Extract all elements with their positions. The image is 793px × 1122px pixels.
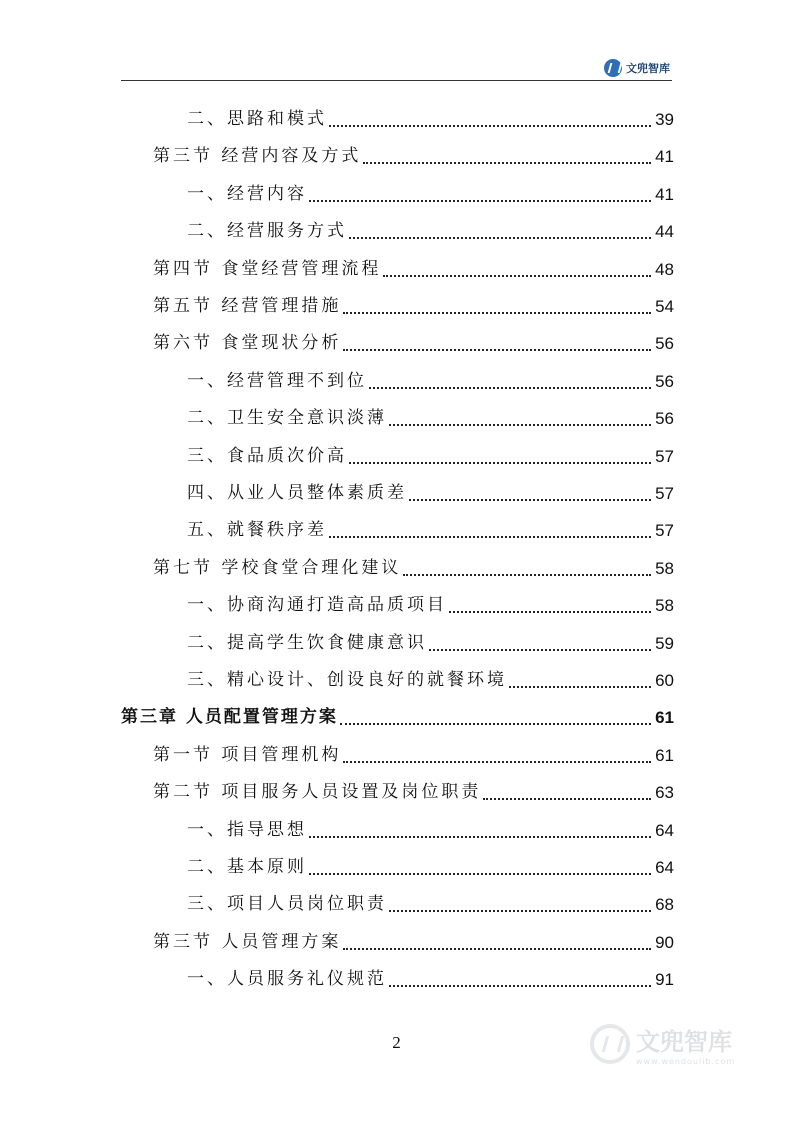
toc-entry-title: 三、项目人员岗位职责 xyxy=(187,894,387,915)
logo-text: 文兜智库 xyxy=(626,62,670,75)
toc-entry[interactable] xyxy=(187,849,674,886)
toc-entry-page: 64 xyxy=(655,820,674,840)
toc-dot-leader xyxy=(383,274,651,277)
toc-entry[interactable] xyxy=(153,251,674,288)
toc-entry[interactable] xyxy=(187,625,674,662)
toc-entry-page: 58 xyxy=(655,558,674,578)
toc-dot-leader xyxy=(429,648,651,651)
toc-entry[interactable] xyxy=(187,101,674,138)
logo-icon xyxy=(604,59,622,77)
toc-entry-page: 63 xyxy=(655,783,674,803)
toc-dot-leader xyxy=(329,124,651,127)
toc-dot-leader xyxy=(389,984,651,987)
toc-dot-leader xyxy=(343,760,651,763)
toc-dot-leader xyxy=(343,348,651,351)
toc-dot-leader xyxy=(389,909,651,912)
toc-entry-page: 41 xyxy=(655,147,674,167)
toc-dot-leader xyxy=(340,722,651,725)
toc-entry[interactable] xyxy=(153,550,674,587)
toc-dot-leader xyxy=(403,573,651,576)
toc-entry-page: 90 xyxy=(655,932,674,952)
toc-entry-title: 三、精心设计、创设良好的就餐环境 xyxy=(187,670,507,690)
page-number: 2 xyxy=(392,1033,401,1052)
toc-entry-title: 一、人员服务礼仪规范 xyxy=(187,969,387,990)
toc-entry-title: 第三节 经营内容及方式 xyxy=(153,146,362,167)
toc-entry-title: 第七节 学校食堂合理化建议 xyxy=(153,557,402,578)
toc-entry-title: 二、基本原则 xyxy=(187,857,307,877)
toc-entry-page: 56 xyxy=(655,409,674,429)
toc-entry-title: 一、指导思想 xyxy=(187,819,307,840)
toc-entry-page: 64 xyxy=(655,858,674,877)
toc-entry-title: 一、经营管理不到位 xyxy=(187,370,367,391)
watermark xyxy=(590,1022,735,1066)
toc-entry-page: 48 xyxy=(655,259,674,279)
toc-dot-leader xyxy=(483,797,651,800)
toc-entry[interactable] xyxy=(187,512,674,549)
toc-entry[interactable] xyxy=(187,475,674,512)
toc-entry-page: 61 xyxy=(655,708,674,728)
toc-dot-leader xyxy=(389,423,651,426)
toc-entry-title: 一、经营内容 xyxy=(187,183,307,204)
toc-entry-title: 二、经营服务方式 xyxy=(187,221,347,242)
toc-entry-title: 二、思路和模式 xyxy=(187,109,327,129)
toc-entry[interactable] xyxy=(121,699,674,736)
toc-dot-leader xyxy=(309,872,651,875)
watermark-texts xyxy=(636,1022,735,1066)
toc-entry-title: 第三章 人员配置管理方案 xyxy=(121,707,338,728)
toc-entry-page: 54 xyxy=(655,297,674,316)
toc-entry[interactable] xyxy=(153,774,674,811)
toc-entry-title: 第四节 食堂经营管理流程 xyxy=(153,258,382,279)
watermark-name: 文兜智库 xyxy=(636,1028,732,1056)
toc-dot-leader xyxy=(349,461,651,464)
toc-dot-leader xyxy=(329,535,651,538)
toc-entry-page: 41 xyxy=(655,184,674,204)
toc-dot-leader xyxy=(509,685,651,688)
toc-entry-title: 第三节 人员管理方案 xyxy=(153,931,342,952)
toc-entry-page: 91 xyxy=(655,970,674,990)
toc-entry[interactable] xyxy=(153,737,674,774)
header-logo xyxy=(604,59,670,77)
header-rule xyxy=(121,80,672,81)
toc-entry[interactable] xyxy=(187,587,674,624)
toc-entry-page: 60 xyxy=(655,671,674,690)
toc-entry[interactable] xyxy=(187,400,674,437)
toc-dot-leader xyxy=(349,236,651,239)
toc-entry[interactable] xyxy=(153,288,674,325)
toc-entry[interactable] xyxy=(153,924,674,961)
toc-entry[interactable] xyxy=(187,213,674,250)
toc-entry-title: 三、食品质次价高 xyxy=(187,445,347,466)
toc-dot-leader xyxy=(343,947,651,950)
toc-entry-page: 58 xyxy=(655,596,674,616)
toc-entry-page: 57 xyxy=(655,521,674,541)
toc-entry-page: 59 xyxy=(655,633,674,653)
toc-entry[interactable] xyxy=(187,812,674,849)
toc-entry-title: 第一节 项目管理机构 xyxy=(153,744,342,765)
toc-entry-title: 一、协商沟通打造高品质项目 xyxy=(187,595,447,616)
toc-entry[interactable] xyxy=(153,138,674,175)
toc-entry-page: 57 xyxy=(655,484,674,503)
toc-entry[interactable] xyxy=(187,176,674,213)
toc-entry[interactable] xyxy=(187,363,674,400)
toc-entry-page: 57 xyxy=(655,446,674,466)
toc-entry-page: 56 xyxy=(655,334,674,354)
toc-dot-leader xyxy=(343,311,651,314)
toc-entry-title: 第六节 食堂现状分析 xyxy=(153,333,342,354)
toc-dot-leader xyxy=(409,498,651,501)
toc-dot-leader xyxy=(449,610,651,613)
toc-entry-title: 第五节 经营管理措施 xyxy=(153,296,342,316)
watermark-url: www.wendoulib.com xyxy=(636,1057,736,1066)
toc-dot-leader xyxy=(363,161,651,164)
toc-entry-title: 第二节 项目服务人员设置及岗位职责 xyxy=(153,782,482,803)
toc-dot-leader xyxy=(309,835,651,838)
toc-entry-title: 二、提高学生饮食健康意识 xyxy=(187,632,427,653)
toc-entry-page: 56 xyxy=(655,371,674,391)
toc-entry[interactable] xyxy=(153,325,674,362)
toc-entry-title: 五、就餐秩序差 xyxy=(187,520,327,541)
toc-entry-title: 四、从业人员整体素质差 xyxy=(187,483,407,503)
toc-entry[interactable] xyxy=(187,961,674,998)
toc-entry-page: 68 xyxy=(655,895,674,915)
toc-entry[interactable] xyxy=(187,662,674,699)
toc-entry[interactable] xyxy=(187,886,674,923)
toc-entry-page: 61 xyxy=(655,745,674,765)
toc-entry-title: 二、卫生安全意识淡薄 xyxy=(187,408,387,429)
watermark-logo-icon xyxy=(590,1024,630,1064)
toc-dot-leader xyxy=(369,386,651,389)
toc-dot-leader xyxy=(309,199,651,202)
toc-entry-page: 44 xyxy=(655,222,674,242)
toc-entry-page: 39 xyxy=(655,110,674,129)
toc-entry[interactable] xyxy=(187,438,674,475)
